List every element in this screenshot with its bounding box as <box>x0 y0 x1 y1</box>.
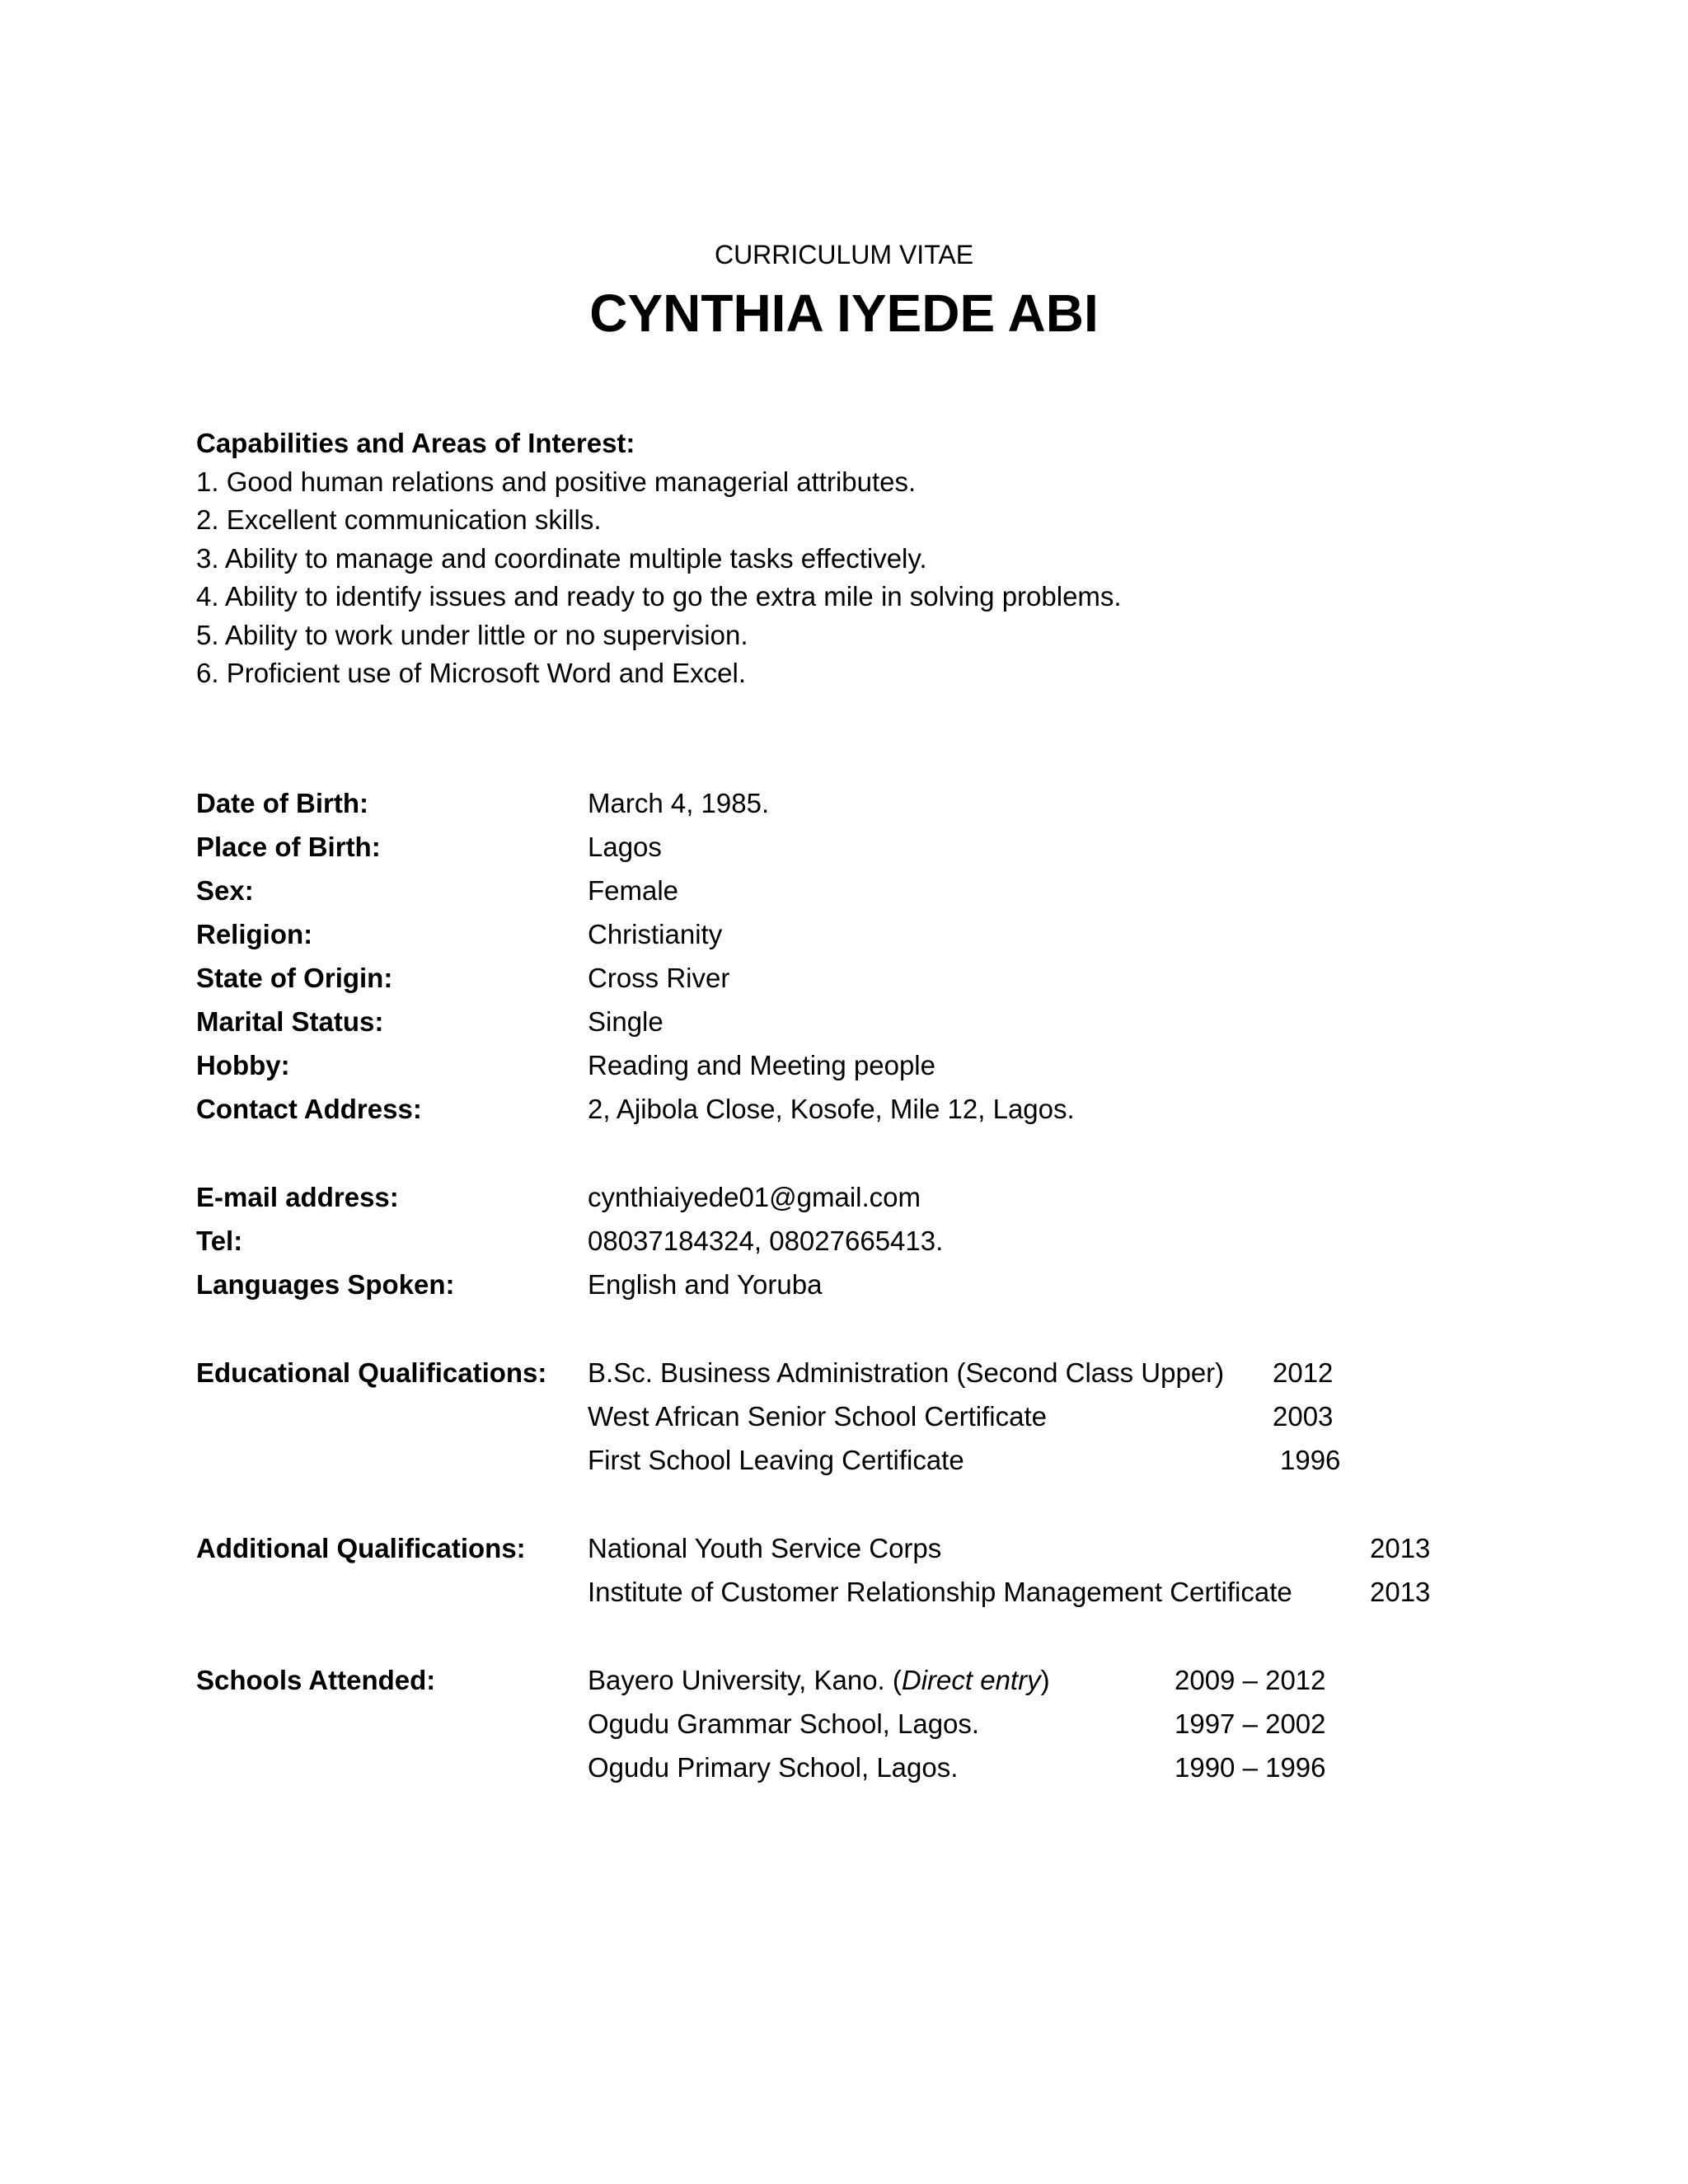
school-entry-note: Direct entry <box>901 1665 1041 1695</box>
detail-row-state-of-origin <box>0 958 1688 999</box>
detail-label: Hobby: <box>196 1050 290 1080</box>
qualification-year: 2003 <box>1273 1401 1334 1432</box>
capabilities-section <box>196 424 1122 693</box>
education-label: Educational Qualifications: <box>196 1357 547 1388</box>
qualification-year: 1996 <box>1280 1445 1341 1475</box>
detail-value: Female <box>588 875 679 906</box>
detail-value: March 4, 1985. <box>588 788 770 818</box>
schools-label: Schools Attended: <box>196 1665 436 1695</box>
qualification-year: 2012 <box>1273 1357 1334 1388</box>
document-kicker: CURRICULUM VITAE <box>714 240 974 269</box>
detail-label: Marital Status: <box>196 1006 384 1037</box>
detail-value: Single <box>588 1006 663 1037</box>
school-years: 2009 – 2012 <box>1175 1665 1326 1695</box>
school-name: Ogudu Grammar School, Lagos. <box>588 1708 980 1739</box>
qualification-year: 2013 <box>1370 1533 1431 1563</box>
qualification-title: First School Leaving Certificate <box>588 1445 964 1475</box>
detail-row-religion <box>0 914 1688 955</box>
capabilities-heading: Capabilities and Areas of Interest: <box>196 428 635 458</box>
school-name-text: Bayero University, Kano. ( <box>588 1665 902 1695</box>
qualification-year: 2013 <box>1370 1577 1431 1607</box>
detail-label: Languages Spoken: <box>196 1269 455 1300</box>
capability-item: 4. Ability to identify issues and ready to go the extra mile in solving problems. <box>196 581 1122 612</box>
detail-row-sex <box>0 870 1688 912</box>
additional-label: Additional Qualifications: <box>196 1533 526 1563</box>
detail-row-place-of-birth <box>0 827 1688 868</box>
capability-item: 1. Good human relations and positive managerial attributes. <box>196 466 917 497</box>
detail-row-email <box>0 1177 1688 1218</box>
education-row <box>0 1352 1688 1394</box>
detail-value: Lagos <box>588 832 662 862</box>
detail-row-contact-address <box>0 1089 1688 1130</box>
school-name <box>588 1660 1050 1701</box>
detail-label: Tel: <box>196 1226 243 1256</box>
applicant-name: CYNTHIA IYEDE ABI <box>589 284 1099 343</box>
detail-label: Religion: <box>196 919 313 949</box>
detail-row-languages <box>0 1264 1688 1305</box>
additional-row <box>0 1572 1688 1613</box>
qualification-title: B.Sc. Business Administration (Second Class Upper) <box>588 1357 1225 1388</box>
qualification-title: Institute of Customer Relationship Management Certificate <box>588 1577 1292 1607</box>
qualification-title: National Youth Service Corps <box>588 1533 942 1563</box>
education-row <box>0 1396 1688 1437</box>
school-years: 1990 – 1996 <box>1175 1752 1326 1783</box>
email-value: cynthiaiyede01@gmail.com <box>588 1182 921 1212</box>
qualification-title: West African Senior School Certificate <box>588 1401 1047 1432</box>
detail-row-hobby <box>0 1045 1688 1086</box>
detail-row-marital-status <box>0 1001 1688 1043</box>
school-name: Ogudu Primary School, Lagos. <box>588 1752 959 1783</box>
detail-row-date-of-birth <box>0 783 1688 824</box>
detail-value: Christianity <box>588 919 723 949</box>
detail-label: Date of Birth: <box>196 788 368 818</box>
school-years: 1997 – 2002 <box>1175 1708 1326 1739</box>
detail-value: 2, Ajibola Close, Kosofe, Mile 12, Lagos. <box>588 1094 1075 1124</box>
school-row <box>0 1747 1688 1788</box>
education-row <box>0 1440 1688 1481</box>
school-name-close: ) <box>1040 1665 1050 1695</box>
school-row <box>0 1704 1688 1745</box>
additional-row <box>0 1528 1688 1569</box>
capabilities-list <box>196 463 1122 693</box>
capability-item: 5. Ability to work under little or no supervision. <box>196 619 748 650</box>
capability-item: 3. Ability to manage and coordinate multiple tasks effectively. <box>196 542 927 574</box>
detail-value: Reading and Meeting people <box>588 1050 935 1080</box>
detail-value: Cross River <box>588 963 730 993</box>
detail-value: English and Yoruba <box>588 1269 823 1300</box>
capability-item: 6. Proficient use of Microsoft Word and Excel. <box>196 658 747 688</box>
detail-label: Sex: <box>196 875 254 906</box>
capability-item: 2. Excellent communication skills. <box>196 504 602 535</box>
school-row <box>0 1660 1688 1701</box>
detail-label: E-mail address: <box>196 1182 399 1212</box>
detail-label: State of Origin: <box>196 963 393 993</box>
detail-label: Place of Birth: <box>196 832 381 862</box>
detail-label: Contact Address: <box>196 1094 422 1124</box>
phone-value: 08037184324, 08027665413. <box>588 1226 944 1256</box>
detail-row-tel <box>0 1221 1688 1262</box>
